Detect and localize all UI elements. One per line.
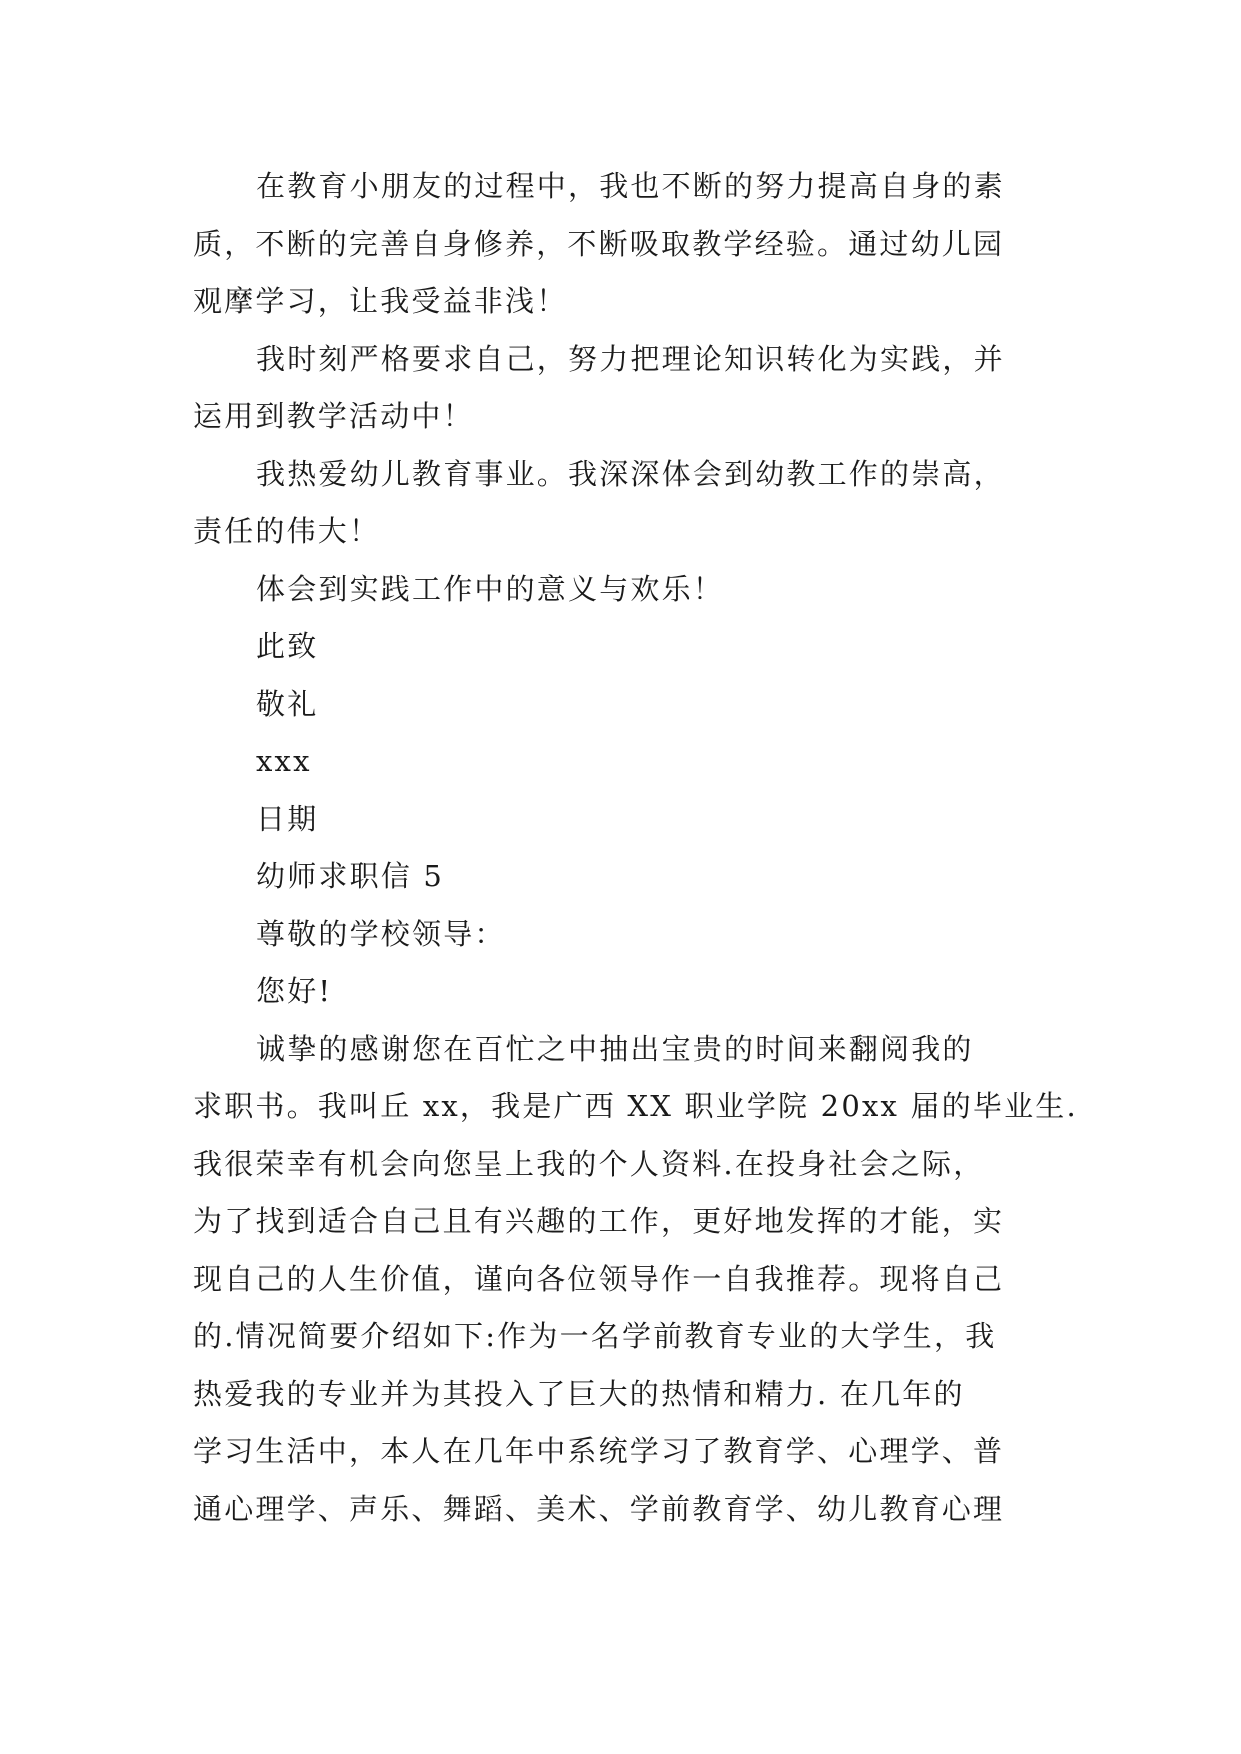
greeting-line: 您好! [256,974,333,1008]
salutation-line: 尊敬的学校领导： [256,917,506,951]
paragraph-line: 现自己的人生价值，谨向各位领导作一自我推荐。现将自己 [193,1262,1005,1296]
paragraph-line: 我热爱幼儿教育事业。我深深体会到幼教工作的崇高， [256,457,1005,491]
paragraph-line: 运用到教学活动中！ [193,399,474,433]
section-title: 幼师求职信 5 [256,859,445,893]
paragraph-line: 质，不断的完善自身修养，不断吸取教学经验。通过幼儿园 [193,227,1005,261]
paragraph-line: 诚挚的感谢您在百忙之中抽出宝贵的时间来翻阅我的 [256,1032,974,1066]
paragraph-line: 求职书。我叫丘 xx，我是广西 XX 职业学院 20xx 届的毕业生. [193,1089,1078,1123]
closing-line: 敬礼 [256,687,319,721]
signature-line: xxx [256,744,312,778]
paragraph-line: 我时刻严格要求自己，努力把理论知识转化为实践，并 [256,342,1005,376]
paragraph-line: 我很荣幸有机会向您呈上我的个人资料.在投身社会之际， [193,1147,985,1181]
paragraph-line: 通心理学、声乐、舞蹈、美术、学前教育学、幼儿教育心理 [193,1492,1005,1526]
paragraph-line: 责任的伟大！ [193,514,381,548]
paragraph-line: 观摩学习，让我受益非浅！ [193,284,568,318]
paragraph-line: 学习生活中，本人在几年中系统学习了教育学、心理学、普 [193,1434,1005,1468]
paragraph-line: 体会到实践工作中的意义与欢乐！ [256,572,725,606]
paragraph-line: 热爱我的专业并为其投入了巨大的热情和精力. 在几年的 [193,1377,965,1411]
date-line: 日期 [256,802,319,836]
paragraph-line: 的.情况简要介绍如下:作为一名学前教育专业的大学生，我 [193,1319,997,1353]
paragraph-line: 为了找到适合自己且有兴趣的工作，更好地发挥的才能，实 [193,1204,1005,1238]
paragraph-line: 在教育小朋友的过程中，我也不断的努力提高自身的素 [256,169,1005,203]
closing-line: 此致 [256,629,319,663]
